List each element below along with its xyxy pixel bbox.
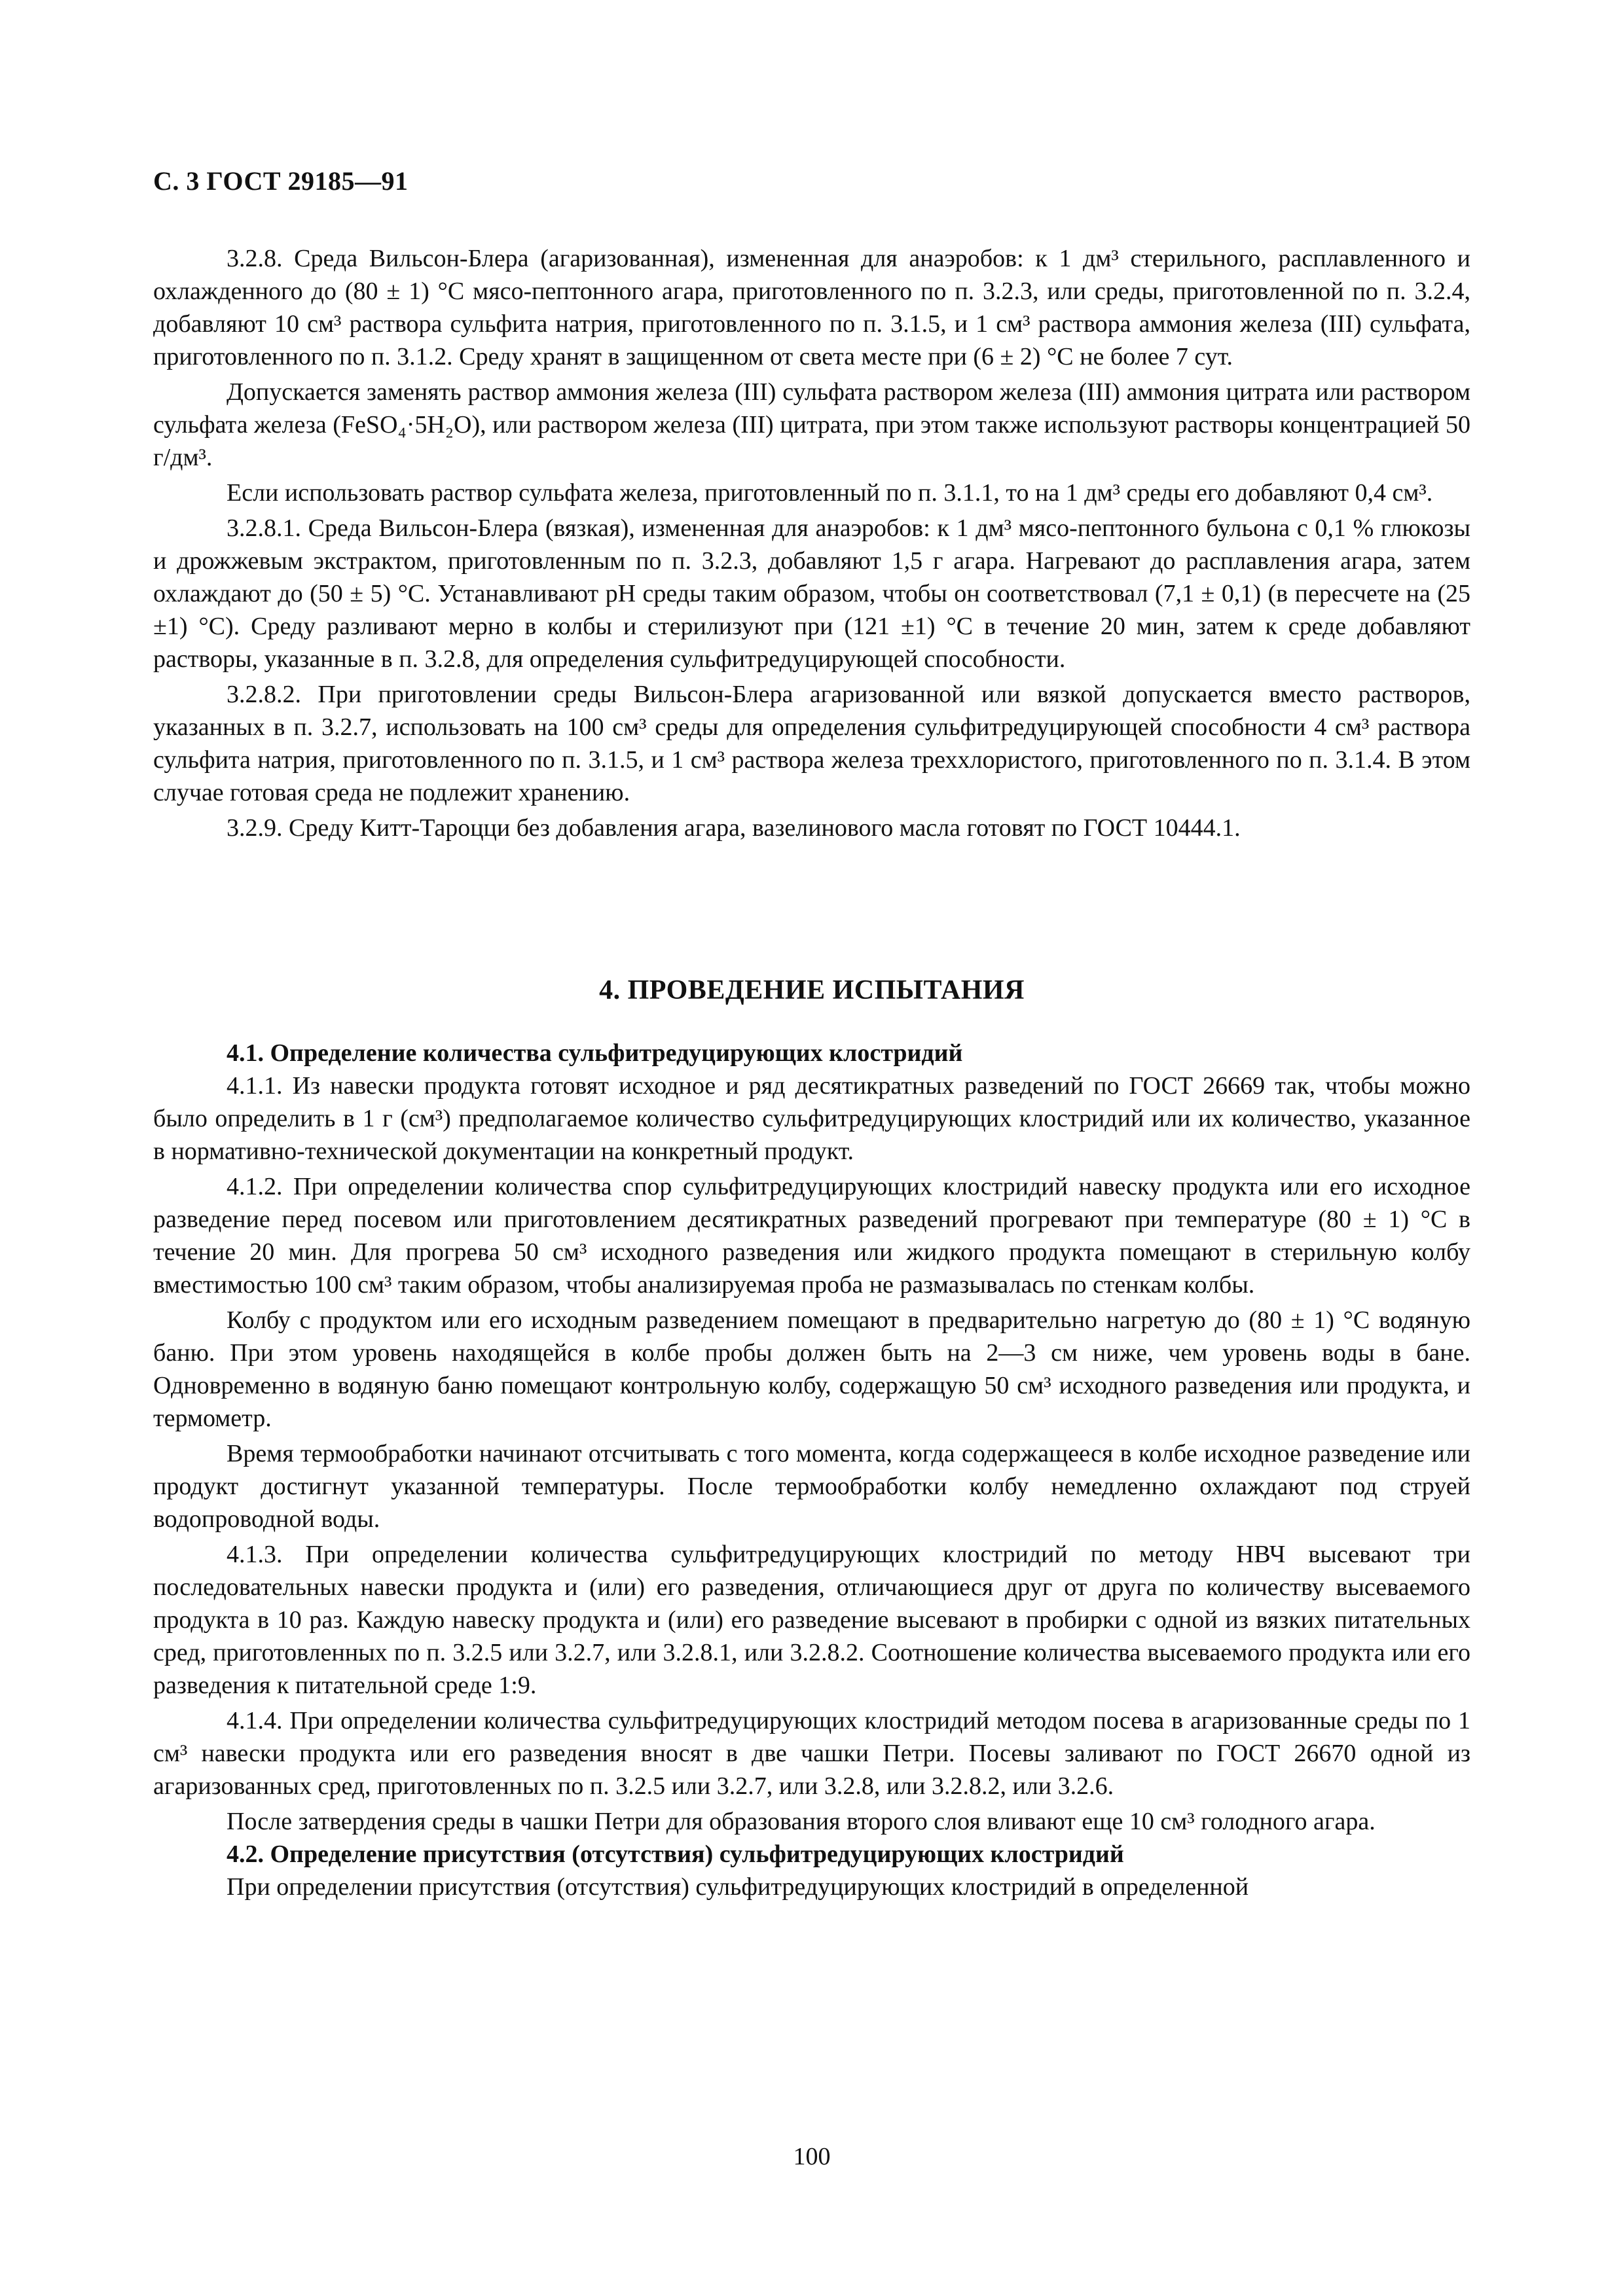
paragraph-4-1-2: 4.1.2. При определении количества спор сульфитредуцирующих клостридий навеску продукта или его исходное разведение перед посевом или приготовлением десятикратных разведений прогревают при температуре (80 ± 1) °С в течение 20 мин. Для прогрева 50 см³ исходного разведения или жидкого продукта помещают в стерильную колбу вместимостью 100 см³ таким образом, чтобы анализируемая проба не размазывалась по стенкам колбы.	[153, 1173, 1470, 1299]
document-page	[153, 0, 1470, 2296]
section-4-body	[153, 1037, 1470, 1903]
paragraph-iron-substitution: Допускается заменять раствор аммония железа (III) сульфата раствором железа (III) аммония цитрата или раствором сульфата железа (FeSO₄·5H₂O), или раствором железа (III) цитрата, при этом также используют растворы концентрацией 50 г/дм³.	[153, 378, 1470, 471]
page-number: 100	[793, 2143, 831, 2170]
section-3-continuation	[153, 242, 1470, 844]
section-4-title: 4. ПРОВЕДЕНИЕ ИСПЫТАНИЯ	[599, 975, 1025, 1005]
paragraph-4-1-3: 4.1.3. При определении количества сульфитредуцирующих клостридий по методу НВЧ высевают три последовательных навески продукта и (или) его разведения, отличающиеся друг от друга по количеству высеваемого продукта в 10 раз. Каждую навеску продукта и (или) его разведение высевают в пробирки с одной из вязких питательных сред, приготовленных по п. 3.2.5 или 3.2.7, или 3.2.8.1, или 3.2.8.2. Соотношение количества высеваемого продукта или его разведения к питательной среде 1:9.	[153, 1541, 1470, 1699]
subsection-4-2-heading: 4.2. Определение присутствия (отсутствия) сульфитредуцирующих клостридий	[227, 1840, 1124, 1868]
paragraph-water-bath: Колбу с продуктом или его исходным разведением помещают в предварительно нагретую до (80 ± 1) °С водяную баню. При этом уровень находящейся в колбе пробы должен быть на 2—3 см ниже, чем уровень воды в бане. Одновременно в водяную баню помещают контрольную колбу, содержащую 50 см³ исходного разведения или продукта, и термометр.	[153, 1306, 1470, 1432]
paragraph-3-2-9: 3.2.9. Среду Китт-Тароцци без добавления агара, вазелинового масла готовят по ГОСТ 10444.1.	[227, 814, 1241, 842]
paragraph-4-2-start: При определении присутствия (отсутствия) сульфитредуцирующих клостридий в определенной	[227, 1873, 1249, 1901]
paragraph-iron-sulfate: Если использовать раствор сульфата железа, приготовленный по п. 3.1.1, то на 1 дм³ среды его добавляют 0,4 см³.	[227, 479, 1433, 507]
paragraph-3-2-8: 3.2.8. Среда Вильсон-Блера (агаризованная), измененная для анаэробов: к 1 дм³ стерильного, расплавленного и охлажденного до (80 ± 1) °С мясо-пептонного агара, приготовленного по п. 3.2.3, или среды, приготовленной по п. 3.2.4, добавляют 10 см³ раствора сульфита натрия, приготовленного по п. 3.1.5, и 1 см³ раствора аммония железа (III) сульфата, приготовленного по п. 3.1.2. Среду хранят в защищенном от света месте при (6 ± 2) °С не более 7 сут.	[153, 245, 1470, 370]
subsection-4-1-heading: 4.1. Определение количества сульфитредуцирующих клостридий	[227, 1039, 963, 1067]
paragraph-3-2-8-1: 3.2.8.1. Среда Вильсон-Блера (вязкая), измененная для анаэробов: к 1 дм³ мясо-пептонного бульона с 0,1 % глюкозы и дрожжевым экстрактом, приготовленным по п. 3.2.3, добавляют 1,5 г агара. Нагревают до расплавления агара, затем охлаждают до (50 ± 5) °С. Устанавливают рН среды таким образом, чтобы он соответствовал (7,1 ± 0,1) (в пересчете на (25 ±1) °С). Среду разливают мерно в колбы и стерилизуют при (121 ±1) °С в течение 20 мин, затем к среде добавляют растворы, указанные в п. 3.2.8, для определения сульфитредуцирующей способности.	[153, 514, 1470, 673]
paragraph-second-layer: После затвердения среды в чашки Петри для образования второго слоя вливают еще 10 см³ голодного агара.	[227, 1808, 1376, 1835]
paragraph-4-1-1: 4.1.1. Из навески продукта готовят исходное и ряд десятикратных разведений по ГОСТ 26669 так, чтобы можно было определить в 1 г (см³) предполагаемое количество сульфитредуцирующих клостридий или их количество, указанное в нормативно-технической документации на конкретный продукт.	[153, 1072, 1470, 1165]
paragraph-4-1-4: 4.1.4. При определении количества сульфитредуцирующих клостридий методом посева в агаризованные среды по 1 см³ навески продукта или его разведения вносят в две чашки Петри. Посевы заливают по ГОСТ 26670 одной из агаризованных сред, приготовленных по п. 3.2.5 или 3.2.7, или 3.2.8, или 3.2.8.2, или 3.2.6.	[153, 1707, 1470, 1800]
paragraph-3-2-8-2: 3.2.8.2. При приготовлении среды Вильсон-Блера агаризованной или вязкой допускается вместо растворов, указанных в п. 3.2.7, использовать на 100 см³ среды для определения сульфитредуцирующей способности 4 см³ раствора сульфита натрия, приготовленного по п. 3.1.5, и 1 см³ раствора железа треххлористого, приготовленного по п. 3.1.4. В этом случае готовая среда не подлежит хранению.	[153, 681, 1470, 806]
page-header: С. 3 ГОСТ 29185—91	[153, 166, 409, 196]
paragraph-heat-treatment: Время термообработки начинают отсчитывать с того момента, когда содержащееся в колбе исходное разведение или продукт достигнут указанной температуры. После термообработки колбу немедленно охлаждают под струей водопроводной воды.	[153, 1440, 1470, 1533]
